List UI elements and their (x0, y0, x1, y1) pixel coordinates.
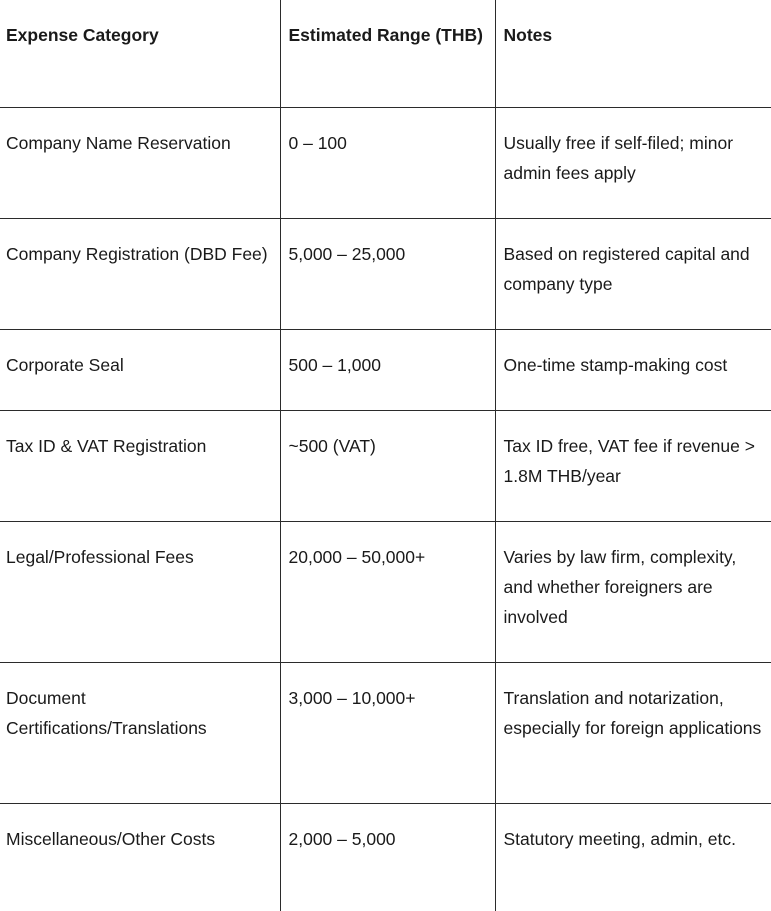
table-row (0, 218, 771, 329)
cell-range: 20,000 – 50,000+ (280, 521, 495, 662)
header-expense-category: Expense Category (0, 0, 280, 107)
cell-notes: Varies by law firm, complexity, and whether foreigners are involved (495, 521, 771, 662)
cell-category: Legal/Professional Fees (0, 521, 280, 662)
cell-notes: Statutory meeting, admin, etc. (503, 828, 736, 849)
cell-range: 2,000 – 5,000 (280, 803, 495, 911)
cell-range: 0 – 100 (280, 107, 495, 218)
cell-notes: Based on registered capital and company type (495, 218, 771, 329)
cell-notes: Usually free if self-filed; minor admin fees apply (495, 107, 771, 218)
cell-category: Document Certifications/Translations (0, 662, 280, 803)
header-notes: Notes (495, 0, 771, 107)
cell-notes: Tax ID free, VAT fee if revenue > 1.8M THB/year (495, 410, 771, 521)
table-row (0, 329, 771, 410)
cell-notes: Translation and notarization, especially for foreign applications (495, 662, 771, 803)
cell-category: Corporate Seal (0, 329, 280, 410)
cell-category: Tax ID & VAT Registration (0, 410, 280, 521)
cell-category: Company Registration (DBD Fee) (0, 218, 280, 329)
cell-range: 3,000 – 10,000+ (280, 662, 495, 803)
cell-range: 5,000 – 25,000 (280, 218, 495, 329)
cell-category: Company Name Reservation (0, 107, 280, 218)
cell-range: ~500 (VAT) (280, 410, 495, 521)
table-row (0, 410, 771, 521)
table-row (0, 662, 771, 803)
cell-range: 500 – 1,000 (280, 329, 495, 410)
table-row (0, 521, 771, 662)
cell-notes: One-time stamp-making cost (495, 329, 771, 410)
table-row (0, 803, 771, 911)
table-row (0, 107, 771, 218)
header-estimated-range: Estimated Range (THB) (280, 0, 495, 107)
cell-category: Miscellaneous/Other Costs (0, 803, 280, 911)
table-header-row (0, 0, 771, 107)
